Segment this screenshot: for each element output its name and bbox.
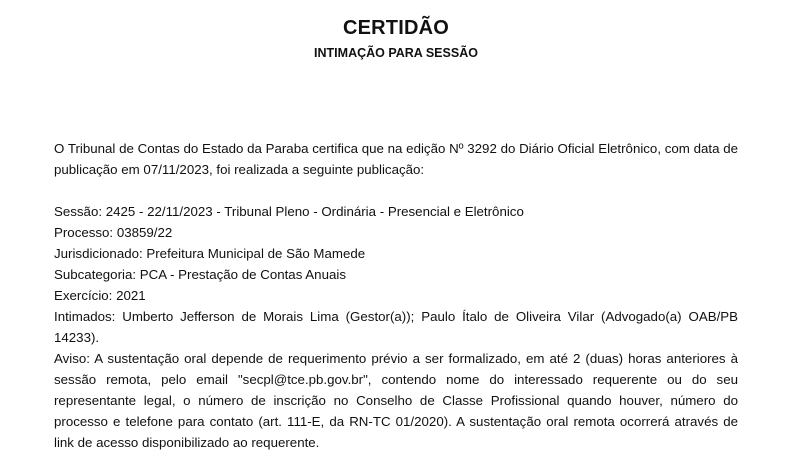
aviso-paragraph: Aviso: A sustentação oral depende de requerimento prévio a ser formalizado, em até 2 (duas) horas anteriores à sessão remota, pelo email "secpl@tce.pb.gov.br", contendo nome do interessado requerente ou do seu representante legal, o número de inscrição no Conselho de Classe Profissional quando houver, número do processo e telefone para contato (art. 111-E, da RN-TC 01/2020). A sustentação oral remota ocorrerá através de link de acesso disponibilizado ao requerente.	[54, 351, 738, 450]
document-subtitle: INTIMAÇÃO PARA SESSÃO	[314, 46, 478, 60]
publication-details	[54, 201, 738, 453]
exercicio-line: Exercício: 2021	[54, 288, 146, 303]
sessao-line: Sessão: 2425 - 22/11/2023 - Tribunal Pleno - Ordinária - Presencial e Eletrônico	[54, 204, 524, 219]
subcategoria-line: Subcategoria: PCA - Prestação de Contas Anuais	[54, 267, 346, 282]
intro-paragraph: O Tribunal de Contas do Estado da Paraba certifica que na edição Nº 3292 do Diário Oficial Eletrônico, com data de publicação em 07/11/2023, foi realizada a seguinte publicação:	[54, 141, 738, 177]
intimados-line: Intimados: Umberto Jefferson de Morais Lima (Gestor(a)); Paulo Ítalo de Oliveira Vilar (Advogado(a) OAB/PB 14233).	[54, 309, 738, 345]
document-title: CERTIDÃO	[342, 17, 450, 39]
processo-line: Processo: 03859/22	[54, 225, 173, 240]
jurisdicionado-line: Jurisdicionado: Prefeitura Municipal de São Mamede	[54, 246, 366, 261]
